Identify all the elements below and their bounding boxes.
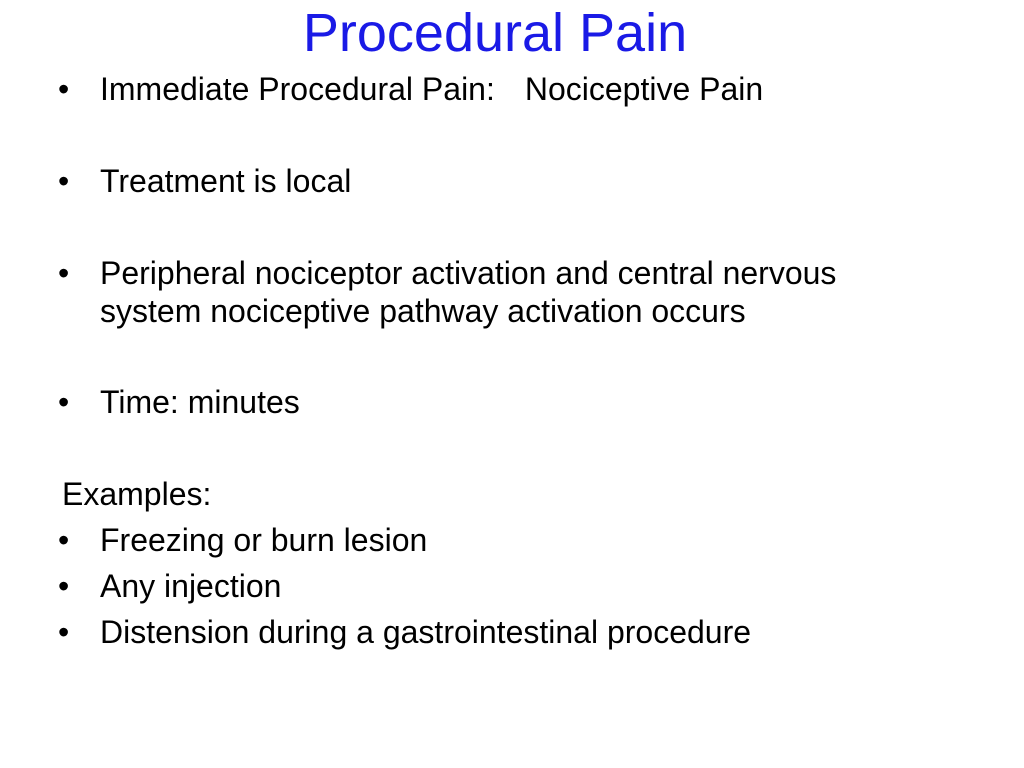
- bullet-icon: •: [58, 614, 70, 650]
- bullet-label: Immediate Procedural Pain:: [100, 71, 495, 107]
- example-text: Freezing or burn lesion: [100, 522, 428, 558]
- bullet-text: Treatment is local: [100, 163, 352, 199]
- bullet-icon: •: [58, 163, 70, 199]
- bullet-text: Time: minutes: [100, 384, 300, 420]
- examples-heading: Examples:: [62, 476, 212, 512]
- bullet-text: [100, 70, 763, 108]
- bullet-text-line-2: system nociceptive pathway activation occurs: [100, 293, 746, 329]
- bullet-icon: •: [58, 255, 70, 291]
- bullet-icon: •: [58, 384, 70, 420]
- bullet-icon: •: [58, 568, 70, 604]
- slide-title: Procedural Pain: [302, 3, 688, 63]
- bullet-icon: •: [58, 71, 70, 107]
- example-text: Distension during a gastrointestinal procedure: [100, 614, 752, 650]
- bullet-text-line-1: Peripheral nociceptor activation and central nervous: [100, 255, 837, 291]
- bullet-value: Nociceptive Pain: [524, 71, 764, 107]
- bullet-icon: •: [58, 522, 70, 558]
- example-text: Any injection: [100, 568, 282, 604]
